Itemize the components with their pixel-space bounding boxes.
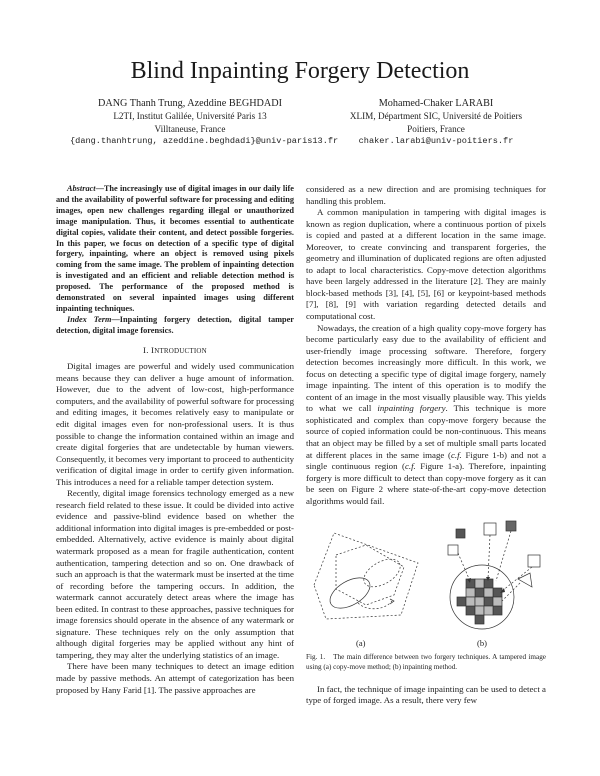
text-run: Nowadays, the creation of a high quality copy-move forgery has become particularly easy due to the availability of efficient and user-friendly image processing software. Therefore, forgery detection becomes increasingly more difficult. In this work, we focus on detecting a specific type of digital image forgery, namely image inpainting. The intent of this operation is to modify the content of an image in the most visually plausible way. This yields to what we call [306, 322, 546, 414]
fig-b-patch [475, 579, 484, 588]
author-email[interactable]: {dang.thanhtrung, azeddine.beghdadi}@univ-paris13.fr [70, 136, 339, 147]
fig-b-patch [475, 615, 484, 624]
section-first-letter: I [151, 344, 155, 355]
paragraph: Recently, digital image forensics technology emerged as a new research field related to these issue. It could be divided into active evidence and passive-blind evidence based on whether the additional information into digital images is pre-embedded or post-embedded. Alternatively, active evidence is mainly about digital watermark proposed as a mean for fragile authentication, content authentication, tampering detection and so on. One drawback of such an approach is that the watermark must be inserted at the time of recording before the tampering occurs. In addition, the watermark cannot accurately detect areas where the image has been edited. In contrast to these approaches, passive techniques for image forensics should operate in the absence of any watermark or signature. These techniques rely on the only assumption that although digital forgeries may be applied without any hint of tampering, they may alter the underlying statistics of an image. [56, 488, 294, 660]
fig-b-patch [484, 597, 493, 606]
fig-b-source-patch [528, 555, 540, 567]
fig-b-source-patch [518, 573, 532, 587]
paragraph: In fact, the technique of image inpainting can be used to detect a type of forged image. As a result, there very few [306, 683, 546, 706]
fig-b-patch [466, 606, 475, 615]
index-terms-dash: — [111, 314, 120, 324]
author-block-2 [322, 97, 550, 148]
section-rest: NTRODUCTION [154, 346, 207, 355]
fig-b-patch [457, 597, 466, 606]
fig-b-patch [475, 588, 484, 597]
subfigure-label-b: (b) [477, 638, 487, 649]
fig-a-copy-region [336, 545, 404, 605]
author-city: Villtaneuse, France [154, 123, 226, 134]
figure-1 [306, 515, 546, 649]
text-run: Figure 1-b) and not a single continuous region ( [306, 449, 546, 472]
fig-b-arrow [488, 535, 490, 579]
fig-b-source-patch [484, 523, 496, 535]
section-heading [56, 345, 294, 358]
subfigure-label-a: (a) [356, 638, 366, 649]
abstract-dash: — [95, 184, 104, 193]
emphasis: inpainting forgery [377, 403, 446, 414]
left-column [56, 184, 294, 696]
paragraph: Digital images are powerful and widely used communication means because they can deliver a huge amount of information. However, due to the advent of low-cost, high-performance computers, and the availability of powerful software for processing and editing images, it becomes relatively easy to manipulate or edit digital images even for non-professional users. It is thus possible to change the information contained within an image and create digital forgeries that are undetectable by human viewers. Consequently, it becomes very important to proceed to authenticity verification of digital image in order to certify given information. This introduces a need for a reliable tamper detection system. [56, 361, 294, 487]
cf-ref: c.f. [404, 461, 416, 472]
caption-text: The main difference between two forgery techniques. A tampered image using (a) copy-move method; (b) inpainting method. [306, 653, 546, 671]
paragraph: considered as a new direction and are promising techniques for handling this problem. [306, 184, 546, 206]
abstract-text: The increasingly use of digital images in our daily life and the availability of powerful software for processing and editing images, open new challenges regarding illegal or unauthorized image manipulation. Thus, it becomes essential to authenticate digital copies, validate their content, and detect possible forgeries. In this paper, we focus on detection of a specific type of digital forgery, inpainting, where an object is removed using pixels coming from the same image. The problem of inpainting detection is investigated and an efficient and reliable detection method is proposed. The performance of the proposed method is demonstrated on several inpainted images using different inpainting techniques. [56, 184, 294, 313]
fig-a-bounding-region [314, 533, 418, 619]
fig-b-patch [484, 579, 493, 588]
fig-b-patch [475, 606, 484, 615]
author-names: DANG Thanh Trung, Azeddine BEGHDADI [97, 98, 283, 109]
fig-b-patch [493, 606, 502, 615]
caption-label: Fig. 1. [306, 653, 326, 662]
author-city: Poitiers, France [407, 123, 465, 134]
text-run: Figure 1-a). Therefore, inpainting forgery is more difficult to detect than copy-move forgery as it can be seen on Figure 2 where state-of-the-art copy-move detection algorithms would fail. [306, 461, 547, 506]
author-block-1 [70, 97, 339, 148]
fig-b-source-patch [448, 545, 458, 555]
right-column [306, 184, 546, 707]
abstract [56, 184, 294, 315]
index-terms-text: Inpainting forgery detection, digital tamper detection, digital image forensics. [56, 314, 294, 335]
paragraph [306, 323, 546, 508]
fig-b-source-patch [506, 521, 516, 531]
index-terms [56, 315, 294, 337]
paragraph: There have been many techniques to detect an image edition made by passive methods. An attempt of categorization has been proposed by Hany Farid [1]. The passive approaches are [56, 661, 294, 695]
author-names: Mohamed-Chaker LARABI [378, 98, 494, 109]
fig-b-source-patch [456, 529, 465, 538]
fig-b-patch [484, 588, 493, 597]
fig-b-patch [466, 588, 475, 597]
figure-caption [306, 653, 546, 671]
fig-b-patch [493, 597, 502, 606]
paragraph: A common manipulation in tampering with digital images is known as region duplication, where a continuous portion of pixels is copied and pasted at a different location in the same image. Moreover, to create convincing and transparent forgeries, the geometry and illumination of duplicated regions are often adjusted to adapt to local characteristics. Copy-move detection algorithms have been largely addressed in the literature [2]. They are mainly block-based methods [3], [4], [5], [6] or keypoint-based methods [7], [8], [9] with variation regarding detected details and computational cost. [306, 207, 546, 322]
fig-b-patch [466, 597, 475, 606]
author-affiliation: XLIM, Départment SIC, Université de Poitiers [349, 111, 523, 121]
cf-ref: c.f. [450, 449, 462, 460]
section-number: I. [143, 344, 149, 355]
fig-b-patch [475, 597, 484, 606]
paper-title: Blind Inpainting Forgery Detection [130, 58, 470, 84]
fig-b-arrow [458, 553, 470, 581]
index-terms-label: Index Term [67, 314, 112, 324]
text-run: . This technique is more sophisticated and complex than copy-move forgery because the source of copied information could be non-continuous. This means that an object may be filled by a set of multiple small parts located at different places in the same image ( [306, 403, 546, 460]
fig-b-patch [484, 606, 493, 615]
author-email[interactable]: chaker.larabi@univ-poitiers.fr [358, 136, 514, 147]
fig-a-object [325, 572, 375, 615]
fig-a-arrow [358, 601, 392, 609]
abstract-label: Abstract [67, 184, 96, 193]
fig-a-pasted-object [359, 554, 405, 593]
figure-illustration [306, 515, 546, 649]
author-affiliation: L2TI, Institut Galilée, Université Paris 13 [113, 111, 267, 121]
